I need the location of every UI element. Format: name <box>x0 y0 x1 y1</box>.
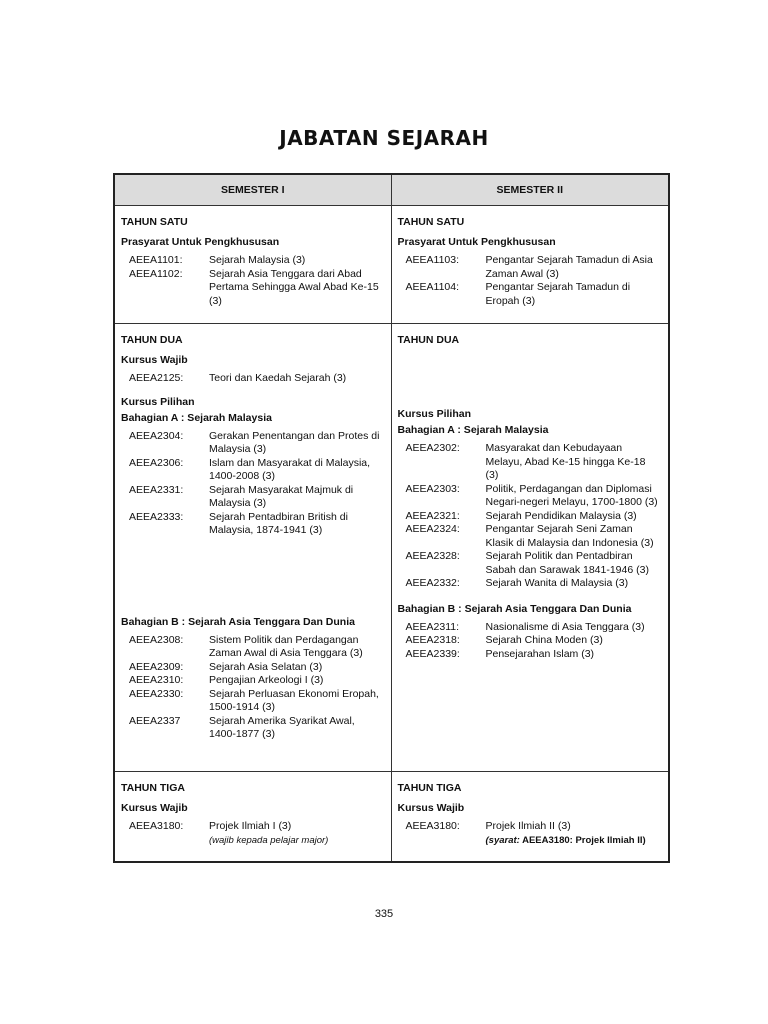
header-row <box>114 174 669 206</box>
course-name: Pensejarahan Islam (3) <box>485 647 595 660</box>
course-code: AEEA2337 <box>129 714 181 727</box>
course-title: Projek Ilmiah II (3) <box>485 820 571 832</box>
year1-sem1-cell <box>114 206 391 324</box>
year1-sem2-cell <box>391 206 669 324</box>
course-table <box>113 173 670 863</box>
course-code: AEEA2311: <box>405 620 460 633</box>
course-item <box>129 484 385 511</box>
year2-row <box>114 324 669 772</box>
course-name: Sejarah Asia Selatan (3) <box>209 660 323 673</box>
course-name: Sejarah Pentadbiran British di Malaysia, 1874-1941 (3) <box>209 510 348 536</box>
year-label: TAHUN SATU <box>121 216 188 228</box>
course-name: Pengantar Sejarah Seni Zaman Klasik di Malaysia dan Indonesia (3) <box>485 523 654 549</box>
year3-sem1-cell <box>114 772 391 862</box>
course-item <box>406 510 663 524</box>
course-name: Sistem Politik dan Perdagangan Zaman Awal di Asia Tenggara (3) <box>209 633 363 659</box>
course-item <box>129 430 385 457</box>
course-code: AEEA2324: <box>405 523 460 535</box>
course-name: Islam dan Masyarakat di Malaysia, 1400-2008 (3) <box>209 456 371 482</box>
course-name: Pengantar Sejarah Tamadun di Asia Zaman Awal (3) <box>485 254 653 280</box>
course-item <box>129 674 385 688</box>
course-name: Pengantar Sejarah Tamadun di Eropah (3) <box>485 281 631 307</box>
course-title: Projek Ilmiah I (3) <box>209 820 292 832</box>
header-semester-2: SEMESTER II <box>391 174 669 206</box>
course-note: AEEA3180: Projek Ilmiah II) <box>519 834 646 846</box>
course-name <box>209 820 385 847</box>
course-name: Sejarah Amerika Syarikat Awal, 1400-1877 (3) <box>209 714 355 740</box>
course-item <box>129 634 385 661</box>
section-label: Prasyarat Untuk Pengkhususan <box>121 236 280 248</box>
course-item <box>406 621 663 635</box>
course-code: AEEA2330: <box>129 687 184 700</box>
wajib-label: Kursus Wajib <box>121 802 188 814</box>
course-name: Sejarah China Moden (3) <box>485 634 603 646</box>
course-item <box>406 281 663 308</box>
course-item <box>129 661 385 675</box>
course-code: AEEA1103: <box>405 254 460 266</box>
part-a-label: Bahagian A : Sejarah Malaysia <box>397 424 549 436</box>
course-name: Sejarah Malaysia (3) <box>209 254 306 266</box>
course-code: AEEA2333: <box>129 510 184 523</box>
course-item <box>129 457 385 484</box>
course-code: AEEA2321: <box>405 509 460 522</box>
course-name: Sejarah Masyarakat Majmuk di Malaysia (3) <box>209 483 354 509</box>
section-label: Prasyarat Untuk Pengkhususan <box>397 236 556 248</box>
course-code: AEEA2310: <box>129 674 184 686</box>
course-name: Masyarakat dan Kebudayaan Melayu, Abad Ke-15 hingga Ke-18 (3) <box>485 442 646 481</box>
course-code: AEEA3180: <box>129 820 184 832</box>
page-title: JABATAN SEJARAH <box>279 126 489 150</box>
course-code: AEEA2304: <box>129 429 184 442</box>
year2-sem2-cell <box>391 324 669 772</box>
course-code: AEEA2308: <box>129 633 184 646</box>
header-semester-1: SEMESTER I <box>114 174 391 206</box>
course-item <box>129 511 385 538</box>
year1-row <box>114 206 669 324</box>
course-item <box>406 577 663 591</box>
page-number: 335 <box>374 908 394 920</box>
course-item <box>129 268 385 309</box>
part-a-label: Bahagian A : Sejarah Malaysia <box>121 411 272 424</box>
year-label: TAHUN TIGA <box>397 782 462 794</box>
course-code: AEEA3180: <box>405 820 460 832</box>
course-item <box>406 648 663 662</box>
course-name: Gerakan Penentangan dan Protes di Malaysia (3) <box>209 429 380 455</box>
course-item <box>406 523 663 550</box>
course-note-prefix: (syarat: <box>485 834 520 846</box>
course-code: AEEA2332: <box>405 577 460 589</box>
course-code: AEEA2302: <box>405 442 460 454</box>
course-code: AEEA2331: <box>129 483 184 496</box>
course-code: AEEA2318: <box>405 634 460 646</box>
course-name <box>486 820 663 847</box>
course-name: Pengajian Arkeologi I (3) <box>209 674 324 686</box>
course-code: AEEA1104: <box>405 281 460 293</box>
year-label: TAHUN DUA <box>397 334 460 346</box>
pilihan-label: Kursus Pilihan <box>121 395 195 408</box>
course-name: Nasionalisme di Asia Tenggara (3) <box>485 620 645 633</box>
course-item <box>129 372 385 386</box>
course-name: Sejarah Asia Tenggara dari Abad Pertama Sehingga Awal Abad Ke-15 (3) <box>209 267 379 307</box>
course-item <box>406 254 663 281</box>
course-name: Politik, Perdagangan dan Diplomasi Negari-negeri Melayu, 1700-1800 (3) <box>485 482 658 508</box>
wajib-label: Kursus Wajib <box>121 354 188 366</box>
year-label: TAHUN SATU <box>397 216 465 228</box>
pilihan-label: Kursus Pilihan <box>397 408 472 420</box>
course-name: Sejarah Politik dan Pentadbiran Sabah dan Sarawak 1841-1946 (3) <box>485 550 649 576</box>
course-code: AEEA2328: <box>405 550 460 562</box>
course-item <box>406 820 663 847</box>
course-item <box>406 550 663 577</box>
course-item <box>129 254 385 268</box>
year2-sem1-cell <box>114 324 391 772</box>
part-b-label: Bahagian B : Sejarah Asia Tenggara Dan Dunia <box>397 602 632 615</box>
course-code: AEEA2125: <box>129 372 184 384</box>
course-code: AEEA2306: <box>129 456 184 469</box>
course-item <box>129 820 385 847</box>
year3-sem2-cell <box>391 772 669 862</box>
course-item <box>406 483 663 510</box>
course-item <box>406 634 663 648</box>
wajib-label: Kursus Wajib <box>397 802 465 814</box>
course-name: Sejarah Wanita di Malaysia (3) <box>485 577 629 589</box>
course-name: Sejarah Pendidikan Malaysia (3) <box>485 509 637 522</box>
course-name: Teori dan Kaedah Sejarah (3) <box>209 372 347 384</box>
course-code: AEEA2339: <box>405 647 460 660</box>
course-item <box>406 442 663 483</box>
year3-row <box>114 772 669 862</box>
year-label: TAHUN TIGA <box>121 782 185 794</box>
course-code: AEEA1101: <box>129 254 183 266</box>
part-b-label: Bahagian B : Sejarah Asia Tenggara Dan Dunia <box>121 615 355 628</box>
course-code: AEEA2309: <box>129 660 184 673</box>
course-item <box>129 688 385 715</box>
year-label: TAHUN DUA <box>121 334 183 346</box>
course-code: AEEA2303: <box>405 482 460 495</box>
course-note: (wajib kepada pelajar major) <box>209 834 329 846</box>
course-code: AEEA1102: <box>129 267 183 280</box>
course-item <box>129 715 385 742</box>
course-name: Sejarah Perluasan Ekonomi Eropah, 1500-1914 (3) <box>209 687 379 713</box>
